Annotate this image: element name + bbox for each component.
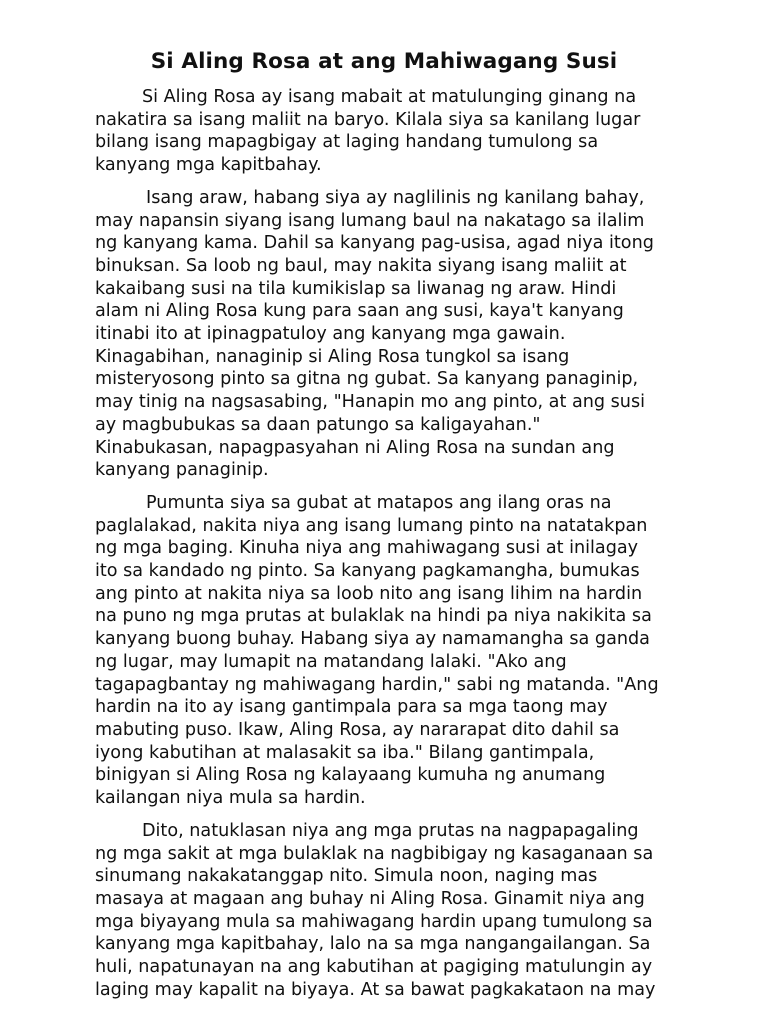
paragraph-line: ay magbubukas sa daan patungo sa kaligayahan." (95, 414, 541, 435)
paragraph-line: huli, napatunayan na ang kabutihan at pagiging matulungin ay (95, 957, 653, 978)
paragraph-line: masaya at magaan ang buhay ni Aling Rosa. Ginamit niya ang (95, 888, 645, 909)
paragraph-first-line: Isang araw, habang siya ay naglilinis ng kanilang bahay, (146, 187, 645, 208)
paragraph-line: kanyang panaginip. (95, 460, 269, 481)
paragraph-line: binigyan si Aling Rosa ng kalayaang kumuha ng anumang (95, 765, 606, 786)
paragraph-line: alam ni Aling Rosa kung para saan ang susi, kaya't kanyang (95, 301, 624, 322)
paragraph-line: kailangan niya mula sa hardin. (95, 788, 366, 809)
paragraph-line: ng lugar, may lumapit na matandang lalaki. "Ako ang (95, 651, 567, 672)
paragraph-line: bilang isang mapagbigay at laging handang tumulong sa (95, 132, 599, 153)
document-page (95, 48, 673, 1011)
paragraph-line: na puno ng mga prutas at bulaklak na hindi pa niya nakikita sa (95, 606, 652, 627)
paragraph (95, 820, 673, 1002)
paragraph-line: sinumang nakakatanggap nito. Simula noon, naging mas (95, 866, 598, 887)
paragraph-line: may tinig na nagsasabing, "Hanapin mo ang pinto, at ang susi (95, 392, 646, 413)
paragraph-first-line: Si Aling Rosa ay isang mabait at matulunging ginang na (142, 87, 637, 107)
paragraph-line: nakatira sa isang maliit na baryo. Kilala siya sa kanilang lugar (95, 109, 641, 130)
document-title: Si Aling Rosa at ang Mahiwagang Susi (150, 49, 618, 74)
paragraph-line: kanyang buong buhay. Habang siya ay namamangha sa ganda (95, 629, 650, 650)
paragraph-line: mabuting puso. Ikaw, Aling Rosa, ay nararapat dito dahil sa (95, 719, 620, 740)
paragraph-line: ito sa kandado ng pinto. Sa kanyang pagkamangha, bumukas (95, 561, 640, 582)
paragraph-line: kanyang mga kapitbahay, lalo na sa mga nangangailangan. Sa (95, 934, 651, 955)
paragraph-line: paglalakad, nakita niya ang isang lumang pinto na natatakpan (95, 515, 648, 536)
paragraph-line: ng mga baging. Kinuha niya ang mahiwagang susi at inilagay (95, 538, 639, 559)
paragraph (95, 492, 673, 810)
paragraph-line: kanyang mga kapitbahay. (95, 155, 322, 176)
story-body (95, 86, 673, 1001)
paragraph-line: itinabi ito at ipinagpatuloy ang kanyang mga gawain. (95, 324, 566, 345)
paragraph-line: hardin na ito ay isang gantimpala para sa mga taong may (95, 697, 608, 718)
paragraph-line: misteryosong pinto sa gitna ng gubat. Sa kanyang panaginip, (95, 369, 639, 390)
paragraph-line: ng kanyang kama. Dahil sa kanyang pag-usisa, agad niya itong (95, 233, 654, 254)
paragraph-line: binuksan. Sa loob ng baul, may nakita siyang isang maliit at (95, 255, 627, 276)
paragraph-first-line: Pumunta siya sa gubat at matapos ang ilang oras na (146, 492, 612, 513)
paragraph-line: ng mga sakit at mga bulaklak na nagbibigay ng kasaganaan sa (95, 843, 654, 864)
paragraph-line: mga biyayang mula sa mahiwagang hardin upang tumulong sa (95, 911, 653, 932)
paragraph-line: may napansin siyang isang lumang baul na nakatago sa ilalim (95, 210, 645, 231)
paragraph-line: laging may kapalit na biyaya. At sa bawat pagkakataon na may (95, 979, 656, 1000)
paragraph (95, 86, 673, 177)
paragraph-line: Kinabukasan, napagpasyahan ni Aling Rosa na sundan ang (95, 437, 615, 458)
paragraph-first-line: Dito, natuklasan niya ang mga prutas na nagpapagaling (142, 820, 639, 841)
paragraph-line: tagapagbantay ng mahiwagang hardin," sabi ng matanda. "Ang (95, 674, 659, 695)
paragraph (95, 187, 673, 482)
paragraph-line: ang pinto at nakita niya sa loob nito ang isang lihim na hardin (95, 583, 643, 604)
paragraph-line: iyong kabutihan at malasakit sa iba." Bilang gantimpala, (95, 742, 595, 763)
paragraph-line: kakaibang susi na tila kumikislap sa liwanag ng araw. Hindi (95, 278, 617, 299)
paragraph-line: Kinagabihan, nanaginip si Aling Rosa tungkol sa isang (95, 346, 570, 367)
